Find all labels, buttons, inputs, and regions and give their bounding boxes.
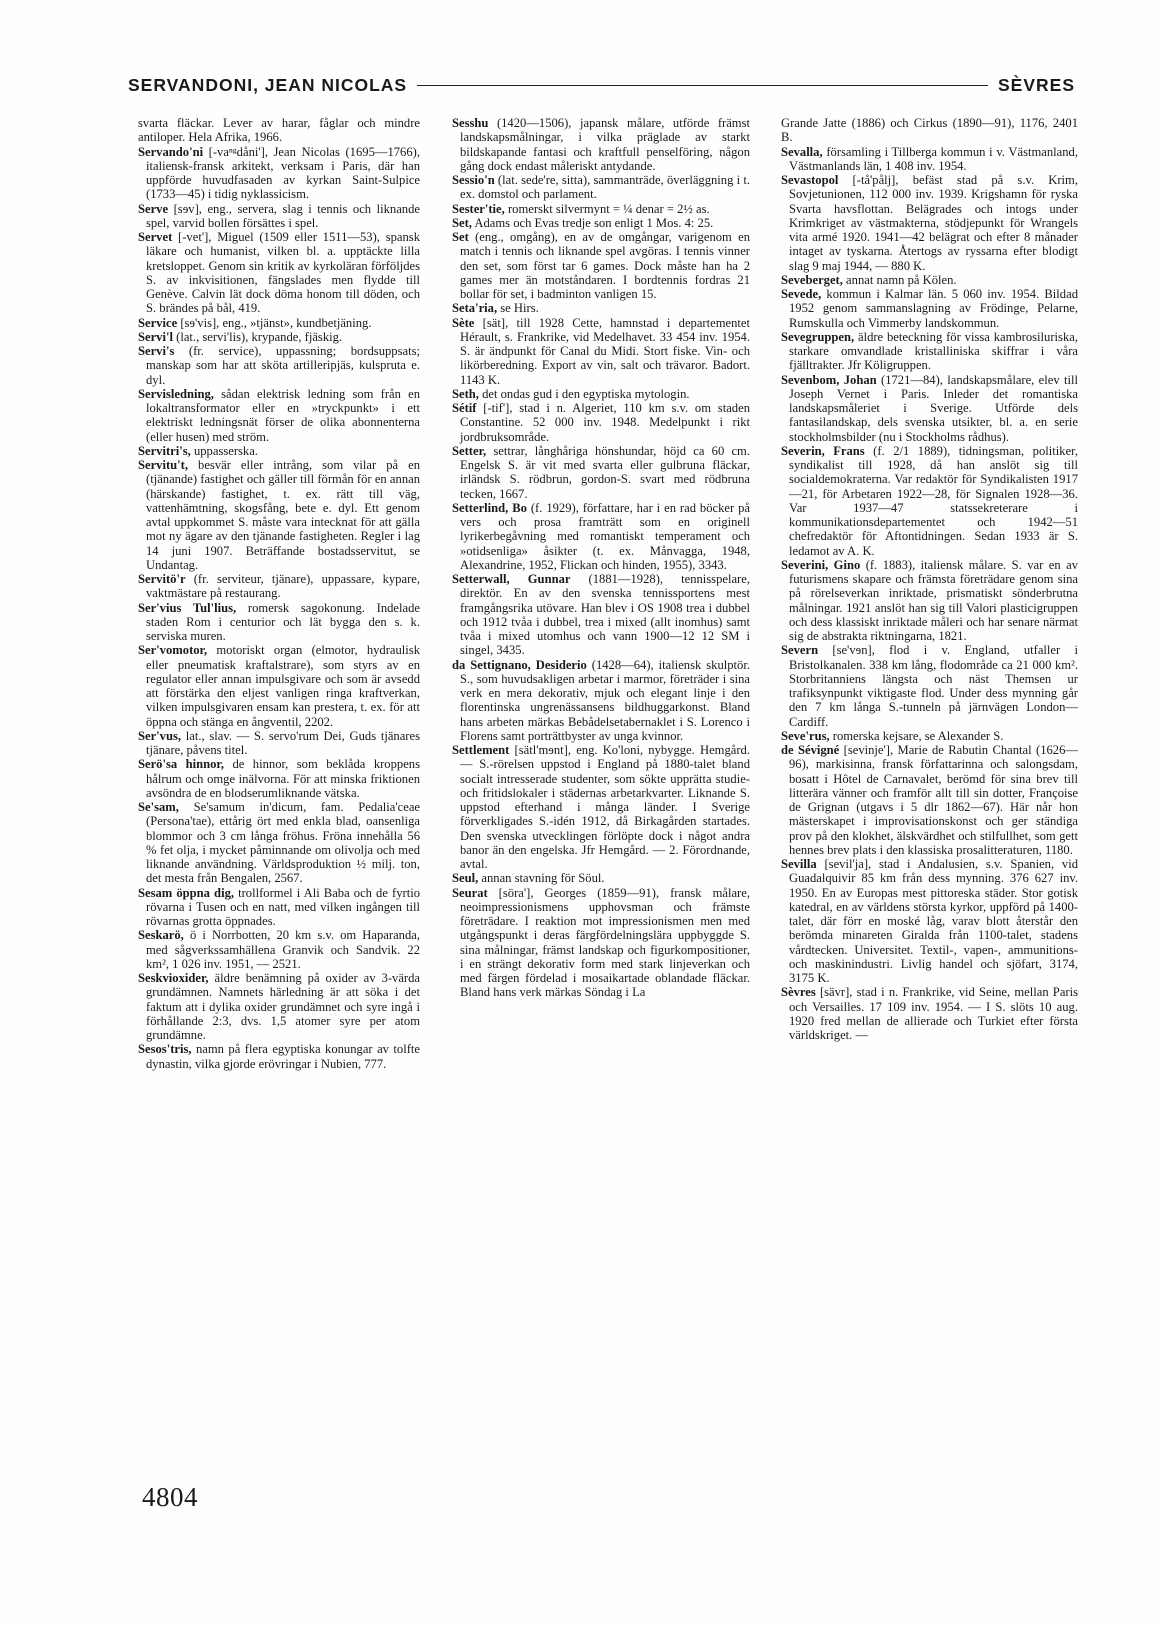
running-header (128, 70, 1075, 100)
entry-text: (fr. service), uppassning; bordsuppsats; manskap som har att sköta artilleripjäs, kulspruta e. dyl. (146, 344, 420, 387)
entry-headword: Sesam öppna dig, (138, 885, 235, 900)
entry-text: ö i Norrbotten, 20 km s.v. om Haparanda, med sågverkssamhällena Granvik och Sandvik. 22 km², 1 026 inv. 1951, — 2521. (146, 928, 420, 971)
entry-headword: Sevilla (781, 857, 817, 871)
entry-headword: Service (138, 315, 178, 330)
column-3 (781, 116, 1078, 1456)
header-first-entry: SERVANDONI, JEAN NICOLAS (128, 74, 408, 95)
dictionary-entry (452, 116, 750, 173)
entry-headword: Sessio'n (452, 173, 495, 187)
dictionary-entry (138, 145, 420, 202)
dictionary-entry (781, 444, 1078, 558)
dictionary-entry (781, 558, 1078, 644)
entry-headword: Seve'rus, (781, 728, 830, 743)
entry-headword: Sevede, (781, 287, 822, 301)
entry-text: kommun i Kalmar län. 5 060 inv. 1954. Bildad 1952 genom sammanslagning av Frödinge, Pelarne, Rumskulla och Vimmerby landskommun. (789, 287, 1078, 330)
entry-headword: Severini, Gino (781, 557, 861, 572)
entry-text: [-vaⁿᵍdåni'], Jean Nicolas (1695—1766), italiensk-fransk arkitekt, verksam i Paris, där han uppförde huvudfasaden av kyrkan Saint-Sulpice (1733—45) i tidig nyklassicism. (146, 144, 420, 202)
dictionary-entry (138, 886, 420, 929)
entry-headword: Servet (138, 230, 173, 244)
entry-text: äldre benämning på oxider av 3-värda grundämnen. Namnets härledning är att söka i det faktum att i dylika oxider grundämnet och syre ingå i förhållande 2:3, dvs. 1,5 atomer syre per atom grundämne. (146, 971, 420, 1042)
entry-text: [söra'], Georges (1859—91), fransk målare, neoimpressionismens upphovsman och främste företrädare. I reaktion mot impressionismen men med utgångspunkt i deras färgfördelningslära uppbyggde S. sina målningar, främst landskap och figurkompositioner, i en strängt dekorativ form med stark linjeverkan och med färgen fördelad i mosaikartade oblandade fläckar. Bland hans verk märkas Söndag i La (460, 885, 750, 1000)
entry-text: [-tå'pålj], befäst stad på s.v. Krim, Sovjetunionen, 112 000 inv. 1939. Krigshamn för ryska Svarta havsflottan. Belägrades och intogs under Krimkriget av västmakterna, stödjepunkt för Wrangels vita armé 1920. 1941—42 belägrat och efter 8 månader intaget av tyskarna. Återtogs av ryssarna efter blodigt slag 9 maj 1944, — 880 K. (789, 173, 1078, 273)
dictionary-entry (138, 800, 420, 886)
entry-text: [sɘv], eng., servera, slag i tennis och liknande spel, varvid bollen försättes i spel. (146, 201, 420, 230)
entry-text: motoriskt organ (elmotor, hydraulisk eller pneumatisk kraftalstrare), som styrs av en regulator eller annan impulsgivare och som är avsedd att förstärka den eljest vanligen ringa kraftverkan, vilken impulsgivaren ensam kan prestera, t. ex. för att öppna och stänga en ångventil, 2202. (146, 643, 420, 729)
entry-headword: Servisledning, (138, 386, 214, 401)
entry-headword: Seta'ria, (452, 301, 498, 316)
entry-text: uppasserska. (190, 443, 258, 458)
entry-text: romerskt silvermynt = ¼ denar = 2½ as. (504, 201, 710, 216)
dictionary-entry (452, 886, 750, 1000)
header-last-entry: SÈVRES (998, 74, 1075, 95)
entry-text: [-tif'], stad i n. Algeriet, 110 km s.v. om staden Constantine. 52 000 inv. 1948. Medelpunkt i rikt jordbruksområde. (460, 401, 750, 444)
entry-text: se Hirs. (497, 301, 539, 316)
entry-text: (eng., omgång), en av de omgångar, varigenom en match i tennis och liknande spel avgöras. I tennis vinner den set, som först tar 6 games. Dock måste han ha 2 games mer än motståndaren. I bordtennis fordras 21 bollar för set, i badminton vanligen 15. (460, 230, 750, 301)
header-rule (417, 85, 988, 86)
entry-headword: Servi's (138, 344, 175, 358)
dictionary-entry (138, 458, 420, 572)
entry-text: (f. 2/1 1889), tidningsman, politiker, syndikalist till 1928, då han anslöt sig till socialdemokraterna. Var redaktör för Syndikalisten 1917—21, för Arbetaren 1922—28, för Signalen 1928—36. Var 1937—47 statssekreterare i kommunikationsdepartementet och 1942—51 chefredaktör för Aftontidningen. Sedan 1933 är S. ledamot av A. K. (789, 443, 1078, 558)
entry-text: annan stavning för Söul. (478, 871, 605, 886)
entry-headword: Serö'sa hinnor, (138, 757, 225, 772)
entry-text: svarta fläckar. Lever av harar, fåglar och mindre antiloper. Hela Afrika, 1966. (138, 116, 420, 145)
dictionary-entry (138, 316, 420, 330)
dictionary-entry (452, 572, 750, 658)
entry-text: (1721—84), landskapsmålare, elev till Joseph Vernet i Paris. Inleder det romantiska landskapsmåleriet i Sverige. Utförde dels fantasilandskap, dels svenska utsikter, bl. a. en serie stockholmsbilder (nu i Stockholms rådhus). (789, 372, 1078, 444)
dictionary-entry (452, 216, 750, 230)
entry-headword: Sétif (452, 401, 477, 415)
dictionary-entry (452, 316, 750, 387)
column-2 (452, 116, 750, 1456)
dictionary-entry (452, 230, 750, 301)
entry-text: (f. 1883), italiensk målare. S. var en av futurismens skapare och främsta företrädare genom sina på rörelseverkan inriktade, prismatiskt sönderbrutna målningar. 1921 anslöt han sig till Valori plasticigruppen och dess klassiskt inriktade måleri och har senare närmat sig de abstrakta riktningarna, 1821. (789, 557, 1078, 643)
entry-text: [sätl'mɘnt], eng. Ko'loni, nybygge. Hemgård. — S.-rörelsen uppstod i England på 1880-talet bland socialt intresserade studenter, som sökte upprätta studie- och fritidslokaler i städernas arbetarkvarter. Liknande S. uppstod efterhand i många länder. I Sverige förverkligades S.-idén 1912, då Birkagården startades. Den svenska utvecklingen förlöpte dock i något andra banor än den engelska. Jfr Hemgård. — 2. Förordnande, avtal. (460, 743, 750, 871)
entry-headword: Seth, (452, 386, 479, 401)
page-number: 4804 (142, 1482, 198, 1512)
dictionary-entry (781, 116, 1078, 145)
dictionary-entry (138, 729, 420, 758)
dictionary-entry (781, 643, 1078, 729)
dictionary-entry (452, 301, 750, 315)
column-1 (138, 116, 420, 1456)
dictionary-entry (452, 743, 750, 871)
entry-text: lat., slav. — S. servo'rum Dei, Guds tjänares tjänare, påvens titel. (146, 728, 420, 757)
entry-headword: Seurat (452, 885, 488, 900)
entry-headword: Sète (452, 315, 475, 330)
entry-text: (1881—1928), tennisspelare, direktör. En av den svenska tennissportens mest framgångsrika utövare. Han blev i OS 1908 trea i dubbel och 1912 tvåa i dubbel, trea i mixed (allt inomhus) samt tvåa i mixed utomhus och vann 1900—12 12 SM i singel, 3435. (460, 572, 750, 658)
entry-headword: Seskvioxider, (138, 971, 209, 985)
entry-text: [se'vɘn], flod i v. England, utfaller i Bristolkanalen. 338 km lång, flodområde ca 21 000 km². Storbritanniens längsta och näst Themsen ur trafiksynpunkt viktigaste flod. Under dess mynning går den 7 km långa S.-tunneln på järnvägen London—Cardiff. (789, 643, 1078, 729)
dictionary-entry (138, 643, 420, 729)
entry-headword: Settlement (452, 743, 510, 757)
entry-text: romersk sagokonung. Indelade staden Rom i centurior och lät bygga den s. k. serviska muren. (146, 600, 420, 643)
entry-headword: Seveberget, (781, 272, 843, 287)
entry-text: (fr. serviteur, tjänare), uppassare, kypare, vaktmästare på restaurang. (146, 572, 420, 601)
dictionary-entry (138, 1042, 420, 1071)
entry-headword: Se'sam, (138, 800, 179, 814)
dictionary-entry (138, 344, 420, 387)
entry-text: settrar, långhåriga hönshundar, höjd ca 60 cm. Engelsk S. är vit med svarta eller gulbruna fläckar, irländsk S. rödbrun, gordon-S. svart med rödbruna tecken, 1667. (460, 443, 750, 501)
entry-text: [sävr], stad i n. Frankrike, vid Seine, mellan Paris och Versailles. 17 109 inv. 1954. — I S. slöts 10 aug. 1920 fred mellan de allierade och Turkiet efter första världskriget. — (789, 985, 1078, 1042)
entry-headword: Ser'vomotor, (138, 643, 208, 658)
dictionary-entry (781, 857, 1078, 985)
dictionary-entry (452, 871, 750, 885)
dictionary-entry (781, 729, 1078, 743)
dictionary-entry (781, 985, 1078, 1042)
dictionary-entry (781, 145, 1078, 174)
entry-text: Adams och Evas tredje son enligt 1 Mos. 4: 25. (471, 215, 714, 230)
entry-headword: Sesos'tris, (138, 1042, 192, 1057)
entry-headword: Set, (452, 215, 472, 230)
entry-text: (lat., servi'lis), krypande, fjäskig. (172, 329, 343, 344)
dictionary-entry (138, 230, 420, 316)
entry-text: trollformel i Ali Baba och de fyrtio rövarna i Tusen och en natt, med vilken ingången till rövarnas grotta öppnades. (146, 885, 420, 928)
dictionary-entry (138, 601, 420, 644)
entry-headword: Servi'l (138, 329, 173, 344)
dictionary-entry (138, 387, 420, 444)
entry-text: Grande Jatte (1886) och Cirkus (1890—91), 1176, 2401 B. (781, 116, 1078, 145)
entry-headword: Sevalla, (781, 144, 823, 159)
dictionary-entry (138, 444, 420, 458)
entry-headword: Seskarö, (138, 928, 184, 943)
dictionary-entry (781, 373, 1078, 444)
entry-text: annat namn på Kölen. (842, 272, 957, 287)
dictionary-entry (452, 658, 750, 744)
entry-text: (lat. sede're, sitta), sammanträde, överläggning i t. ex. domstol och parlament. (460, 173, 750, 202)
entry-headword: Sevenbom, Johan (781, 372, 877, 387)
entry-text: romerska kejsare, se Alexander S. (829, 728, 1004, 743)
entry-headword: da Settignano, Desiderio (452, 657, 587, 672)
entry-headword: Set (452, 230, 469, 244)
entry-text: de hinnor, som beklåda kroppens hålrum och omge inälvorna. För att minska friktionen avsöndra de en blodserumliknande vätska. (146, 757, 420, 800)
entry-text: [sevinje'], Marie de Rabutin Chantal (1626—96), markisinna, fransk författarinna och salongsdam, bosatt i Hôtel de Carnavalet, berömd för sina brev till litterära vänner och framför allt till sin dotter, Françoise de Grignan (utgavs i 5 dlr 1862—67). Här når hon mästerskapet i improvisationskonst och ger ständiga prov på den klokhet, älskvärdhet och stilfullhet, som gett hennes brev plats i den klassiska prosalitteraturen, 1180. (789, 743, 1078, 857)
entry-headword: Servitri's, (138, 443, 191, 458)
entry-headword: Sester'tie, (452, 201, 505, 216)
dictionary-entry (781, 743, 1078, 857)
entry-text: (1428—64), italiensk skulptör. S., som huvudsakligen arbetar i marmor, företräder i sina verk en mera dekorativ, mjuk och elegant linje i den florentinska ungrenässansens bildhuggarkonst. Bland hans arbeten märkas Bebådelsetabernaklet i S. Lorenco i Florens samt porträttbyster av unga kvinnor. (460, 657, 750, 743)
entry-text: besvär eller intrång, som vilar på en (tjänande) fastighet och gäller till förmån för en annan (härskande) fastighet, t. ex. rätt till väg, vattenhämtning, skogsfång, bete e. dyl. Ett genom avtal uppkommet S. måste vara intecknat för att gälla mot ny ägare av den tjänande fastigheten. Regler i lag 14 juni 1907. Beträffande bostadsservitut, se Undantag. (146, 458, 420, 572)
dictionary-entry (452, 501, 750, 572)
entry-headword: Severn (781, 643, 819, 658)
dictionary-entry (781, 287, 1078, 330)
dictionary-entry (781, 173, 1078, 273)
entry-text: äldre beteckning för vissa kambrosiluriska, starkare omvandlade kristalliniska skiffrar i våra fjälltrakter. Jfr Köligruppen. (789, 329, 1078, 373)
entry-text: [sevil'ja], stad i Andalusien, s.v. Spanien, vid Guadalquivir 85 km från dess mynning. 376 627 inv. 1950. En av Europas mest pittoreska städer. Stor gotisk katedral, en av världens största kyrkor, uppförd på 1400-talet, där förr en moské låg, varav blott återstår den berömda minareten Giralda från 1100-talet, stadens vårdtecken. Universitet. Textil-, vapen-, ammunitions- och maskinindustri. Livlig handel och sjöfart, 3174, 3175 K. (789, 857, 1078, 985)
entry-text: namn på flera egyptiska konungar av tolfte dynastin, vilka gjorde erövringar i Nubien, 777. (146, 1042, 420, 1071)
entry-headword: Setterwall, Gunnar (452, 572, 571, 586)
entry-headword: Setterlind, Bo (452, 500, 527, 515)
dictionary-entry (781, 273, 1078, 287)
dictionary-entry (452, 173, 750, 202)
entry-text: sådan elektrisk ledning som från en lokaltransformator eller en »tryckpunkt» i ett elektriskt ledningsnät förser de olika abonnenterna (eller husen) med ström. (146, 386, 420, 444)
entry-headword: Ser'vius Tul'lius, (138, 600, 237, 615)
entry-text: församling i Tillberga kommun i v. Västmanland, Västmanlands län, 1 408 inv. 1954. (789, 144, 1078, 173)
entry-text: (f. 1929), författare, har i en rad böcker på vers och prosa framträtt som en originell lyrikerbegåvning med romantiskt temperament och »otidsenliga» åsikter (t. ex. Månvagga, 1948, Alexandrine, 1952, Flickan och hinden, 1955), 3343. (460, 500, 750, 572)
dictionary-entry (452, 401, 750, 444)
entry-headword: Setter, (452, 443, 487, 458)
dictionary-entry (452, 444, 750, 501)
dictionary-entry (781, 330, 1078, 373)
entry-text: Se'samum in'dicum, fam. Pedalia'ceae (Persona'tae), ettårig ört med enkla blad, oansenliga blommor och 3 cm långa fröhus. Fröna innehålla 56 % fet olja, i mycket påminnande om olivolja och med liknande användning. Världsproduktion ½ milj. ton, det mesta från Bengalen, 2567. (146, 800, 420, 886)
entry-headword: Servando'ni (138, 144, 204, 159)
entry-headword: de Sévigné (781, 743, 840, 757)
dictionary-entry (138, 572, 420, 601)
dictionary-entry (138, 928, 420, 971)
entry-headword: Seul, (452, 871, 479, 886)
entry-headword: Sesshu (452, 116, 489, 130)
entry-text: (1420—1506), japansk målare, utförde främst landskapsmålningar, i vilka präglade av starkt bildskapande fantasi och kraftfull penselföring, någon gång dock endast måleriskt antydande. (460, 116, 750, 173)
dictionary-entry (138, 971, 420, 1042)
entry-text: [sɘ'vis], eng., »tjänst», kundbetjäning. (177, 315, 372, 330)
entry-headword: Severin, Frans (781, 443, 865, 458)
dictionary-entry (138, 757, 420, 800)
entry-headword: Servitu't, (138, 458, 189, 472)
entry-headword: Servitö'r (138, 572, 186, 586)
entry-headword: Sèvres (781, 985, 816, 1000)
entry-headword: Sevastopol (781, 173, 839, 187)
dictionary-entry (452, 202, 750, 216)
entry-text: [-vet'], Miguel (1509 eller 1511—53), spansk läkare och humanist, vilken bl. a. upptäckte lilla kretsloppet. Genom sin kritik av kyrkoläran förföljdes S. av inkvisitionen, fängslades men flydde till Genève. Calvin lät dock döma honom till döden, och S. brändes på bål, 419. (146, 230, 420, 316)
dictionary-entry (138, 330, 420, 344)
dictionary-entry (138, 202, 420, 231)
entry-headword: Sevegruppen, (781, 329, 855, 344)
entry-headword: Serve (138, 201, 169, 216)
entry-text: [sät], till 1928 Cette, hamnstad i departementet Hérault, s. Frankrike, vid Medelhavet. 33 454 inv. 1954. S. är ändpunkt för Canal du Midi. Stort fiske. Vin- och likörberedning. Export av vin, salt och trävaror. Badort. 1143 K. (460, 315, 750, 387)
entry-text: det ondas gud i den egyptiska mytologin. (478, 386, 690, 401)
dictionary-entry (138, 116, 420, 145)
entry-headword: Ser'vus, (138, 728, 182, 743)
dictionary-entry (452, 387, 750, 401)
